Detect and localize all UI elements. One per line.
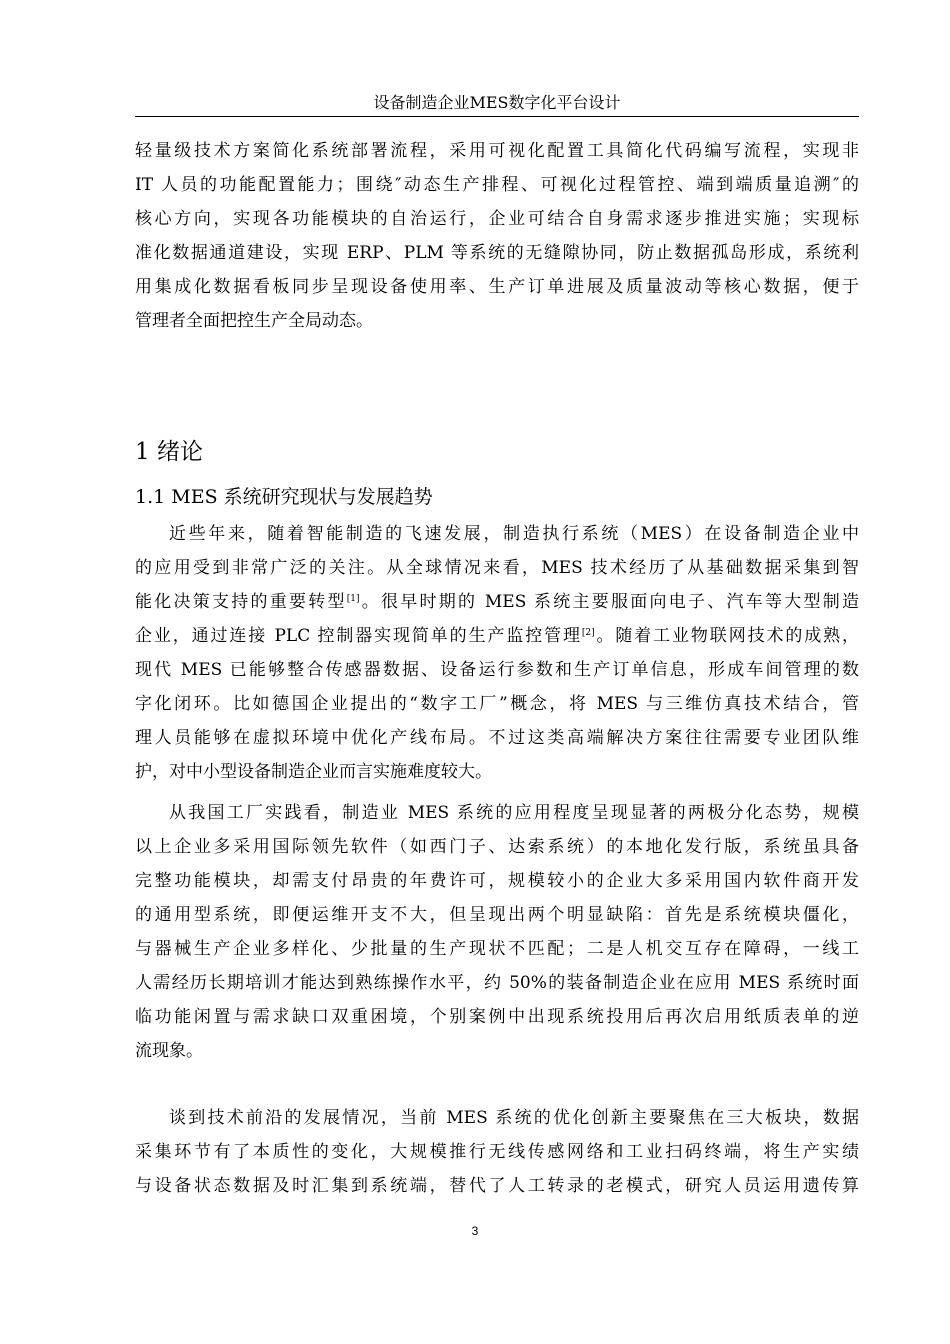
- paragraph-domestic-practice: [135, 796, 859, 1068]
- text-line: 流现象。: [135, 1041, 203, 1061]
- text-line: 准化数据通道建设，实现 ERP、PLM 等系统的无缝隙协同，防止数据孤岛形成，系统利: [135, 243, 859, 263]
- paragraph-technology-frontier: [135, 1101, 859, 1203]
- text-line: 现代 MES 已能够整合传感器数据、设备运行参数和生产订单信息，形成车间管理的数: [135, 660, 859, 680]
- text-line: 理人员能够在虚拟环境中优化产线布局。不过这类高端解决方案往往需要专业团队维: [135, 728, 859, 748]
- text-line: 完整功能模块，却需支付昂贵的年费许可，规模较小的企业大多采用国内软件商开发: [135, 871, 859, 891]
- text-line: 与设备状态数据及时汇集到系统端，替代了人工转录的老模式，研究人员运用遗传算: [135, 1176, 859, 1196]
- running-header: 设备制造企业MES数字化平台设计: [373, 93, 621, 112]
- text-segment: 。随着工业物联网技术的成熟，: [594, 626, 859, 646]
- text-line: 轻量级技术方案简化系统部署流程，采用可视化配置工具简化代码编写流程，实现非: [135, 141, 859, 161]
- text-line: [135, 619, 859, 653]
- text-segment: 能化决策支持的重要转型: [135, 592, 347, 612]
- text-line: 用集成化数据看板同步呈现设备使用率、生产订单进展及质量波动等核心数据，便于: [135, 277, 859, 297]
- intro-paragraph: [135, 134, 859, 338]
- text-line: 谈到技术前沿的发展情况，当前 MES 系统的优化创新主要聚焦在三大板块，数据: [169, 1108, 859, 1128]
- text-line: IT 人员的功能配置能力；围绕″动态生产排程、可视化过程管控、端到端质量追溯″的: [135, 175, 859, 195]
- text-line: 的通用型系统，即便运维开支不大，但呈现出两个明显缺陷：首先是系统模块僵化，: [135, 905, 859, 925]
- text-segment: 。很早时期的 MES 系统主要服面向电子、汽车等大型制造: [359, 592, 859, 612]
- text-line: [135, 585, 859, 619]
- text-line: 近些年来，随着智能制造的飞速发展，制造执行系统（MES）在设备制造企业中: [169, 524, 859, 544]
- page-number: 3: [471, 1224, 479, 1238]
- text-line: 的应用受到非常广泛的关注。从全球情况来看，MES 技术经历了从基础数据采集到智: [135, 558, 859, 578]
- paragraph-research-status: [135, 517, 859, 789]
- text-line: 护，对中小型设备制造企业而言实施难度较大。: [135, 762, 492, 782]
- text-line: 与器械生产企业多样化、少批量的生产现状不匹配；二是人机交互存在障碍，一线工: [135, 939, 859, 959]
- header-divider: [135, 116, 859, 117]
- text-line: 人需经历长期培训才能达到熟练操作水平，约 50%的装备制造企业在应用 MES 系统时面: [135, 973, 859, 993]
- citation-ref: [1]: [346, 594, 360, 604]
- text-line: 字化闭环。比如德国企业提出的“数字工厂”概念，将 MES 与三维仿真技术结合，管: [135, 694, 859, 714]
- section-heading: 1.1 MES 系统研究现状与发展趋势: [135, 486, 433, 508]
- chapter-heading: 1 绪论: [135, 439, 203, 465]
- text-line: 管理者全面把控生产全局动态。: [135, 311, 373, 331]
- text-line: 从我国工厂实践看，制造业 MES 系统的应用程度呈现显著的两极分化态势，规模: [169, 803, 859, 823]
- text-line: 核心方向，实现各功能模块的自治运行，企业可结合自身需求逐步推进实施；实现标: [135, 209, 859, 229]
- citation-ref: [2]: [581, 628, 595, 638]
- text-line: 临功能闲置与需求缺口双重困境，个别案例中出现系统投用后再次启用纸质表单的逆: [135, 1007, 859, 1027]
- text-line: 采集环节有了本质性的变化，大规模推行无线传感网络和工业扫码终端，将生产实绩: [135, 1142, 859, 1162]
- text-line: 以上企业多采用国际领先软件（如西门子、达索系统）的本地化发行版，系统虽具备: [135, 837, 859, 857]
- text-segment: 企业，通过连接 PLC 控制器实现简单的生产监控管理: [135, 626, 582, 646]
